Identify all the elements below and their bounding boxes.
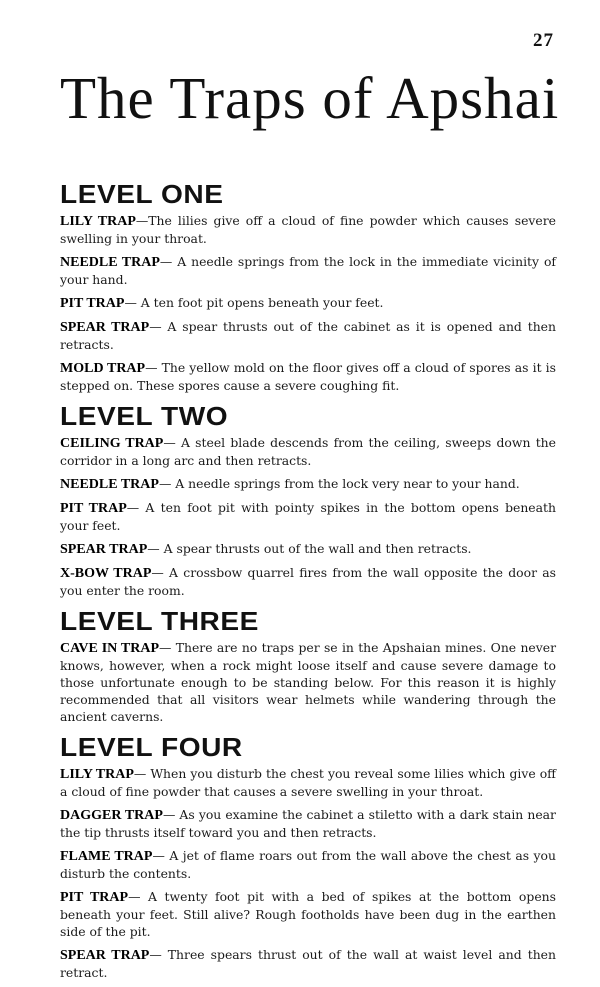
trap-list	[60, 178, 556, 987]
trap-name: SPEAR TRAP	[60, 948, 150, 963]
trap-description: A needle springs from the lock in the immediate vicinity of your hand.	[60, 254, 556, 287]
level-section	[60, 605, 556, 725]
em-dash-separator: —	[149, 319, 162, 334]
trap-entry	[60, 765, 556, 800]
trap-name: SPEAR TRAP	[60, 542, 148, 557]
page-title: The Traps of Apshai	[60, 65, 560, 131]
trap-description: When you disturb the chest you reveal some lilies which give off a cloud of fine powder that causes a severe swelling in your throat.	[60, 766, 556, 799]
trap-description: A needle springs from the lock very near to your hand.	[171, 476, 520, 491]
trap-description: A spear thrusts out of the wall and then retracts.	[159, 541, 472, 556]
em-dash-separator: —	[163, 435, 176, 450]
trap-description: A crossbow quarrel fires from the wall opposite the door as you enter the room.	[60, 565, 556, 598]
trap-entry	[60, 639, 556, 725]
trap-description: Three spears thrust out of the wall at waist level and then retract.	[60, 947, 556, 980]
em-dash-separator: —	[124, 295, 137, 310]
trap-name: CEILING TRAP	[60, 436, 164, 451]
em-dash-separator: —	[159, 254, 173, 269]
em-dash-separator: —	[135, 213, 149, 228]
trap-description: A steel blade descends from the ceiling, sweeps down the corridor in a long arc and then retracts.	[60, 435, 556, 468]
trap-description: There are no traps per se in the Apshaian mines. One never knows, however, when a rock might loose itself and cause severe damage to those unfortunate enough to be standing below. For this reason it is highly recommended that all visitors wear helmets while wandering through the ancient caverns.	[60, 640, 557, 724]
em-dash-separator: —	[147, 541, 160, 556]
trap-description: A spear thrusts out of the cabinet as it is opened and then retracts.	[60, 319, 556, 352]
level-heading: LEVEL THREE	[60, 606, 259, 636]
em-dash-separator: —	[145, 360, 158, 375]
trap-entry	[60, 212, 556, 247]
trap-description: The yellow mold on the floor gives off a cloud of spores as it is stepped on. These spores cause a severe coughing fit.	[60, 360, 556, 393]
trap-name: MOLD TRAP	[60, 361, 146, 376]
level-section	[60, 178, 556, 394]
trap-description: A jet of flame roars out from the wall above the chest as you disturb the contents.	[60, 848, 556, 881]
trap-name: LILY TRAP	[60, 214, 136, 229]
trap-entry	[60, 564, 556, 599]
trap-entry	[60, 359, 556, 394]
trap-entry	[60, 806, 556, 841]
trap-entry	[60, 499, 556, 534]
level-section	[60, 400, 556, 599]
trap-entry	[60, 253, 556, 288]
trap-entry	[60, 888, 556, 940]
em-dash-separator: —	[133, 766, 147, 781]
trap-name: LILY TRAP	[60, 767, 134, 782]
level-heading: LEVEL TWO	[60, 401, 229, 431]
trap-entry	[60, 318, 556, 353]
em-dash-separator: —	[152, 848, 165, 863]
page-number: 27	[533, 30, 554, 51]
trap-description: A twenty foot pit with a bed of spikes at the bottom opens beneath your feet. Still alive? Rough footholds have been dug in the earthen side of the pit.	[60, 889, 556, 939]
level-section	[60, 731, 556, 981]
trap-name: FLAME TRAP	[60, 849, 153, 864]
em-dash-separator: —	[151, 565, 164, 580]
trap-name: CAVE IN TRAP	[60, 641, 160, 656]
em-dash-separator: —	[128, 889, 141, 904]
trap-entry	[60, 946, 556, 981]
trap-name: X-BOW TRAP	[60, 566, 152, 581]
trap-name: DAGGER TRAP	[60, 808, 163, 823]
trap-name: NEEDLE TRAP	[60, 255, 160, 270]
level-heading: LEVEL ONE	[60, 179, 224, 209]
trap-description: As you examine the cabinet a stiletto with a dark stain near the tip thrusts itself toward you and then retracts.	[60, 807, 556, 840]
em-dash-separator: —	[158, 476, 172, 491]
trap-name: NEEDLE TRAP	[60, 477, 159, 492]
level-heading: LEVEL FOUR	[60, 732, 243, 762]
trap-entry	[60, 434, 556, 469]
trap-description: A ten foot pit with pointy spikes in the bottom opens beneath your feet.	[60, 500, 556, 533]
trap-entry	[60, 294, 556, 312]
em-dash-separator: —	[162, 807, 176, 822]
em-dash-separator: —	[159, 640, 172, 655]
em-dash-separator: —	[149, 947, 162, 962]
trap-entry	[60, 847, 556, 882]
trap-description: A ten foot pit opens beneath your feet.	[136, 295, 384, 310]
em-dash-separator: —	[126, 500, 140, 515]
trap-description: The lilies give off a cloud of fine powder which causes severe swelling in your throat.	[60, 213, 556, 246]
trap-entry	[60, 540, 556, 558]
trap-name: SPEAR TRAP	[60, 320, 150, 335]
trap-entry	[60, 475, 556, 493]
trap-name: PIT TRAP	[60, 890, 129, 905]
trap-name: PIT TRAP	[60, 296, 125, 311]
trap-name: PIT TRAP	[60, 501, 127, 516]
